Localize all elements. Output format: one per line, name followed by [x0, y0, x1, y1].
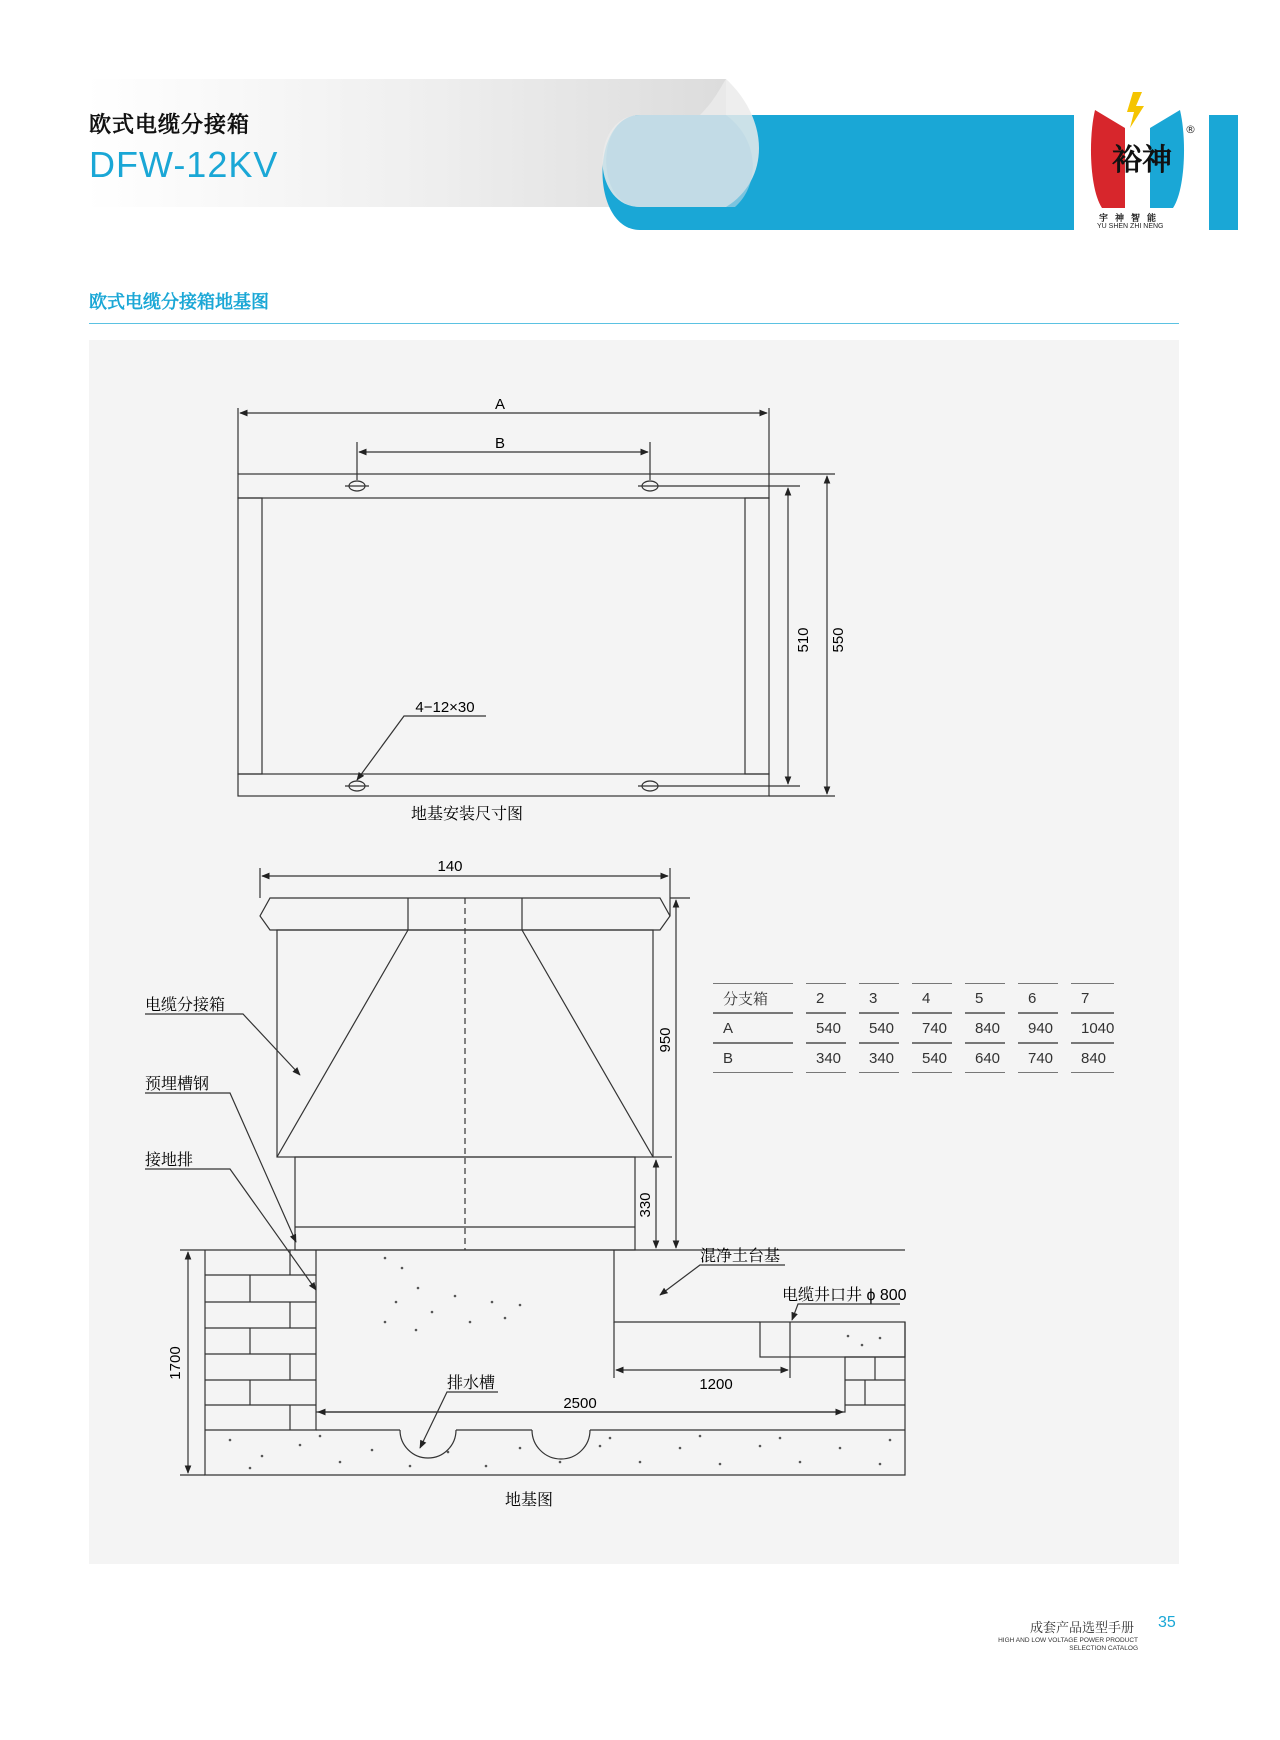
brick-wall-right — [845, 1357, 905, 1405]
dimension-550-label: 550 — [830, 627, 847, 653]
elevation-caption: 地基图 — [505, 1492, 554, 1509]
spec-table-wrap — [713, 983, 1127, 1073]
table-cell: 740 — [912, 1013, 952, 1043]
table-cell: 540 — [859, 1013, 899, 1043]
label-ground-bar: 接地排 — [145, 1152, 194, 1169]
leader-well — [792, 1304, 900, 1320]
logo-name-en: YU SHEN ZHI NENG — [1097, 223, 1164, 230]
table-row — [713, 1043, 1114, 1073]
footer-catalog-cn: 成套产品选型手册 — [1030, 1621, 1135, 1636]
table-cell: 2 — [806, 983, 846, 1013]
drain-channel-arc — [400, 1430, 456, 1458]
page-number: 35 — [1158, 1614, 1176, 1631]
footer-catalog-en-line1: HIGH AND LOW VOLTAGE POWER PRODUCT — [998, 1637, 1138, 1644]
dimension-a-label: A — [494, 396, 506, 413]
mounting-hole — [345, 481, 800, 791]
table-cell: 540 — [912, 1043, 952, 1073]
dimension-950-label: 950 — [657, 1027, 674, 1053]
label-cable-well: 电缆井口井 ϕ 800 — [782, 1287, 907, 1304]
label-cable-box: 电缆分接箱 — [145, 997, 226, 1014]
footer-catalog-en-line2: SELECTION CATALOG — [1069, 1645, 1138, 1652]
plan-bottom-rail — [238, 774, 769, 796]
hole-spec-label: 4−12×30 — [415, 699, 475, 716]
table-cell: 340 — [859, 1043, 899, 1073]
brick-wall-left — [205, 1250, 316, 1430]
page-title-cn: 欧式电缆分接箱 — [89, 113, 251, 138]
table-cell: 940 — [1018, 1013, 1058, 1043]
label-drain-channel: 排水槽 — [447, 1375, 496, 1392]
table-cell: 540 — [806, 1013, 846, 1043]
dimension-510-label: 510 — [795, 627, 812, 653]
dimension-1200-label: 1200 — [699, 1376, 733, 1393]
table-cell: 5 — [965, 983, 1005, 1013]
table-cell: 3 — [859, 983, 899, 1013]
plan-right-rail — [745, 498, 769, 774]
label-concrete-base: 混净土台基 — [700, 1248, 781, 1265]
dimension-140-label: 140 — [437, 858, 463, 875]
leader-concrete — [660, 1265, 785, 1295]
spec-table — [700, 983, 1127, 1073]
logo-name-cn: 宇神智能 — [1099, 214, 1164, 224]
label-embedded-channel: 预埋槽钢 — [145, 1076, 210, 1093]
dimension-1700-label: 1700 — [167, 1346, 184, 1380]
table-cell: 640 — [965, 1043, 1005, 1073]
table-cell: 7 — [1071, 983, 1114, 1013]
table-cell: 4 — [912, 983, 952, 1013]
table-header-row — [713, 983, 1114, 1013]
dimension-330-label: 330 — [637, 1192, 654, 1218]
leader-drain — [420, 1392, 498, 1448]
hole-spec-leader — [357, 716, 486, 780]
cable-well — [760, 1322, 905, 1357]
table-cell: 分支箱 — [713, 983, 793, 1013]
table-cell: 740 — [1018, 1043, 1058, 1073]
table-cell: A — [713, 1013, 793, 1043]
table-cell: B — [713, 1043, 793, 1073]
dimension-2500-label: 2500 — [563, 1395, 597, 1412]
logo-mark-text: 裕神 — [1112, 143, 1172, 178]
footer-catalog-en — [960, 1637, 1138, 1653]
plan-view — [238, 408, 835, 796]
table-cell: 840 — [965, 1013, 1005, 1043]
table-row — [713, 1013, 1114, 1043]
plan-left-rail — [238, 498, 262, 774]
section-title: 欧式电缆分接箱地基图 — [89, 292, 269, 313]
page-title-en: DFW-12KV — [89, 144, 279, 185]
dimension-b-label: B — [494, 435, 506, 452]
table-cell: 1040 — [1071, 1013, 1114, 1043]
registered-mark: ® — [1185, 123, 1196, 136]
table-cell: 6 — [1018, 983, 1058, 1013]
elevation-view — [145, 868, 905, 1475]
table-cell: 840 — [1071, 1043, 1114, 1073]
table-cell: 340 — [806, 1043, 846, 1073]
plan-caption: 地基安装尺寸图 — [411, 806, 524, 823]
